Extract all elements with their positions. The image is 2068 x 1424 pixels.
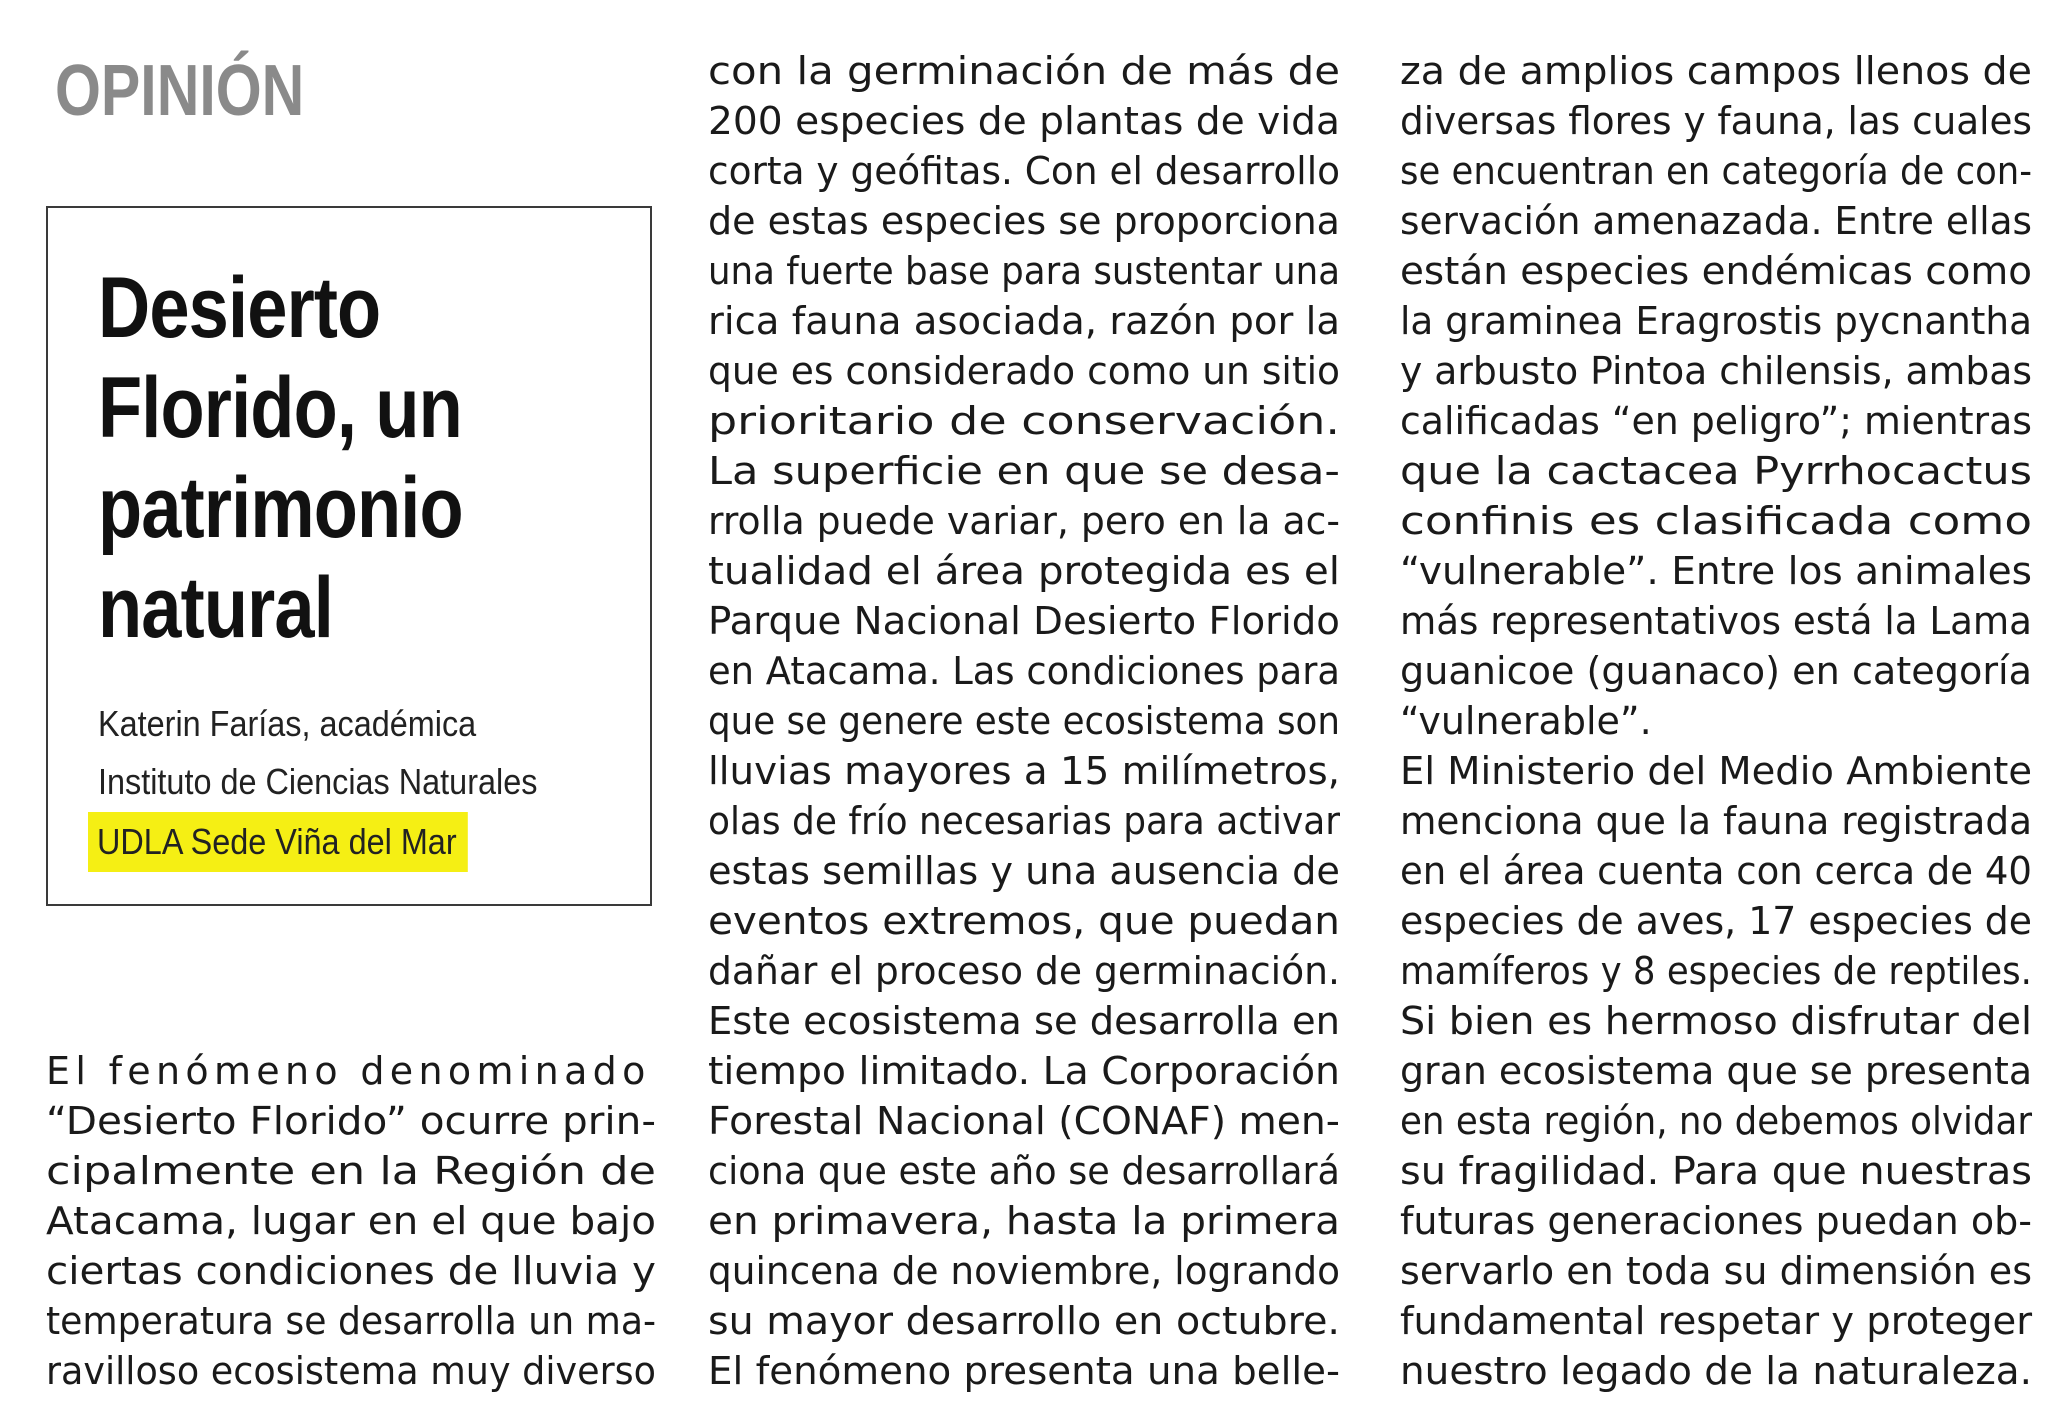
article-line-text: “Desierto Florido” ocurre prin- (46, 1099, 656, 1143)
article-line (1400, 346, 2032, 396)
headline-line: Florido, un (98, 360, 462, 456)
article-line-text: Forestal Nacional (CONAF) men- (708, 1099, 1340, 1143)
article-line-text: futuras generaciones puedan ob- (1400, 1199, 2033, 1243)
article-line (708, 1246, 1340, 1296)
article-line-text: ciertas condiciones de lluvia y (46, 1249, 656, 1293)
article-line-text: que la cactacea Pyrrhocactus (1400, 449, 2032, 493)
article-line-text: rica fauna asociada, razón por la (708, 299, 1340, 343)
article-line (708, 746, 1340, 796)
article-line-text: en el área cuenta con cerca de 40 (1400, 849, 2032, 893)
article-line (708, 596, 1340, 646)
article-line (708, 946, 1340, 996)
article-line (708, 346, 1340, 396)
article-line-text: en esta región, no debemos olvidar (1400, 1099, 2032, 1143)
article-line-text: especies de aves, 17 especies de (1400, 899, 2033, 943)
article-line-text: mamíferos y 8 especies de reptiles. (1400, 949, 2032, 993)
article-line-text: confinis es clasificada como (1400, 499, 2032, 543)
article-line (1400, 996, 2032, 1046)
title-box (46, 206, 652, 906)
article-line-text: la graminea Eragrostis pycnantha (1400, 299, 2032, 343)
article-line-text: 200 especies de plantas de vida (708, 99, 1341, 143)
article-line (708, 1196, 1340, 1246)
article-line (708, 996, 1340, 1046)
article-line-text: ciona que este año se desarrollará (708, 1149, 1340, 1193)
article-line (1400, 46, 2032, 96)
article-line-text: fundamental respetar y proteger (1400, 1299, 2033, 1343)
article-line (46, 1146, 656, 1196)
article-column-1 (46, 1046, 656, 1396)
article-line (708, 246, 1340, 296)
article-line-text: más representativos está la Lama (1400, 599, 2032, 643)
article-line (1400, 896, 2032, 946)
article-line (1400, 246, 2032, 296)
article-line (1400, 846, 2032, 896)
article-line-text: su fragilidad. Para que nuestras (1400, 1149, 2033, 1193)
article-line-text: ravilloso ecosistema muy diverso (46, 1349, 656, 1393)
article-line-text: su mayor desarrollo en octubre. (708, 1299, 1341, 1343)
article-line-text: “vulnerable”. Entre los animales (1400, 549, 2033, 593)
article-line (708, 1296, 1340, 1346)
article-line-text: de estas especies se proporciona (708, 199, 1340, 243)
byline-author: Katerin Farías, académica (98, 703, 477, 744)
article-line (708, 446, 1340, 496)
article-line-text: se encuentran en categoría de con- (1400, 149, 2033, 193)
article-line-text: que es considerado como un sitio (708, 349, 1340, 393)
article-line-text: servarlo en toda su dimensión es (1400, 1249, 2033, 1293)
article-line-text: El Ministerio del Medio Ambiente (1400, 749, 2033, 793)
article-line (1400, 446, 2032, 496)
article-line (46, 1046, 656, 1096)
article-line-text: y arbusto Pintoa chilensis, ambas (1400, 349, 2032, 393)
headline-line: Desierto (98, 260, 381, 356)
article-line-text: están especies endémicas como (1400, 249, 2033, 293)
article-line (708, 96, 1340, 146)
article-line (1400, 146, 2032, 196)
article-line-text: Parque Nacional Desierto Florido (708, 599, 1340, 643)
article-line (1400, 96, 2032, 146)
article-line (1400, 396, 2032, 446)
article-line (708, 896, 1340, 946)
article-line-text: calificadas “en peligro”; mientras (1400, 399, 2033, 443)
article-line (46, 1296, 656, 1346)
byline-institute: Instituto de Ciencias Naturales (98, 761, 538, 802)
article-line (1400, 696, 2032, 746)
article-line-text: tiempo limitado. La Corporación (708, 1049, 1341, 1093)
article-line-text: Este ecosistema se desarrolla en (708, 999, 1340, 1043)
article-line-text: estas semillas y una ausencia de (708, 849, 1340, 893)
article-line (708, 496, 1340, 546)
article-line-text: dañar el proceso de germinación. (708, 949, 1340, 993)
article-line-text: El fenómeno denominado (46, 1049, 651, 1093)
article-line (1400, 1296, 2032, 1346)
article-line-text: prioritario de conservación. (708, 399, 1341, 443)
headline (98, 258, 568, 658)
article-line (1400, 646, 2032, 696)
article-line-text: Si bien es hermoso disfrutar del (1400, 999, 2033, 1043)
article-line-text: en primavera, hasta la primera (708, 1199, 1341, 1243)
article-line (46, 1096, 656, 1146)
article-line (1400, 496, 2032, 546)
article-line-text: corta y geófitas. Con el desarrollo (708, 149, 1341, 193)
article-line-text: eventos extremos, que puedan (708, 899, 1341, 943)
article-line (1400, 196, 2032, 246)
article-line (708, 1346, 1340, 1396)
article-line-text: La superficie en que se desa- (708, 449, 1340, 493)
article-line-text: quincena de noviembre, logrando (708, 1249, 1340, 1293)
article-line (1400, 1146, 2032, 1196)
article-line (1400, 296, 2032, 346)
article-column-2 (708, 46, 1340, 1396)
article-line-text: olas de frío necesarias para activar (708, 799, 1340, 843)
article-line (708, 1096, 1340, 1146)
section-label: OPINIÓN (55, 51, 305, 131)
article-line-text: nuestro legado de la naturaleza. (1400, 1349, 2032, 1393)
article-line (708, 1146, 1340, 1196)
article-line (1400, 546, 2032, 596)
article-line-text: El fenómeno presenta una belle- (708, 1349, 1341, 1393)
article-line (708, 1046, 1340, 1096)
article-line-text: una fuerte base para sustentar una (708, 249, 1341, 293)
article-line (708, 396, 1340, 446)
article-line (708, 646, 1340, 696)
article-line-text: con la germinación de más de (708, 49, 1340, 93)
article-line (46, 1346, 656, 1396)
article-line-text: servación amenazada. Entre ellas (1400, 199, 2033, 243)
article-column-3 (1400, 46, 2032, 1396)
article-line-text: guanicoe (guanaco) en categoría (1400, 649, 2033, 693)
article-line (1400, 796, 2032, 846)
headline-line: patrimonio (98, 460, 463, 556)
article-line (708, 846, 1340, 896)
byline-campus-highlight: UDLA Sede Viña del Mar (88, 812, 467, 872)
article-line-text: cipalmente en la Región de (46, 1149, 657, 1193)
article-line-text: en Atacama. Las condiciones para (708, 649, 1341, 693)
article-line (1400, 1196, 2032, 1246)
article-line-text: za de amplios campos llenos de (1400, 49, 2032, 93)
article-line (708, 46, 1340, 96)
article-line (1400, 746, 2032, 796)
article-line (708, 146, 1340, 196)
article-line (1400, 1346, 2032, 1396)
article-line-text: menciona que la fauna registrada (1400, 799, 2033, 843)
article-line-text: “vulnerable”. (1400, 699, 1652, 743)
article-line-text: que se genere este ecosistema son (708, 699, 1341, 743)
article-line (708, 796, 1340, 846)
article-line-text: tualidad el área protegida es el (708, 549, 1340, 593)
article-line (46, 1246, 656, 1296)
article-line (1400, 596, 2032, 646)
article-line (708, 296, 1340, 346)
article-line (708, 696, 1340, 746)
article-line-text: temperatura se desarrolla un ma- (46, 1299, 657, 1343)
article-line (1400, 1096, 2032, 1146)
article-line-text: lluvias mayores a 15 milímetros, (708, 749, 1341, 793)
headline-line: natural (98, 560, 333, 656)
article-line (708, 546, 1340, 596)
article-line (1400, 1046, 2032, 1096)
article-line-text: diversas flores y fauna, las cuales (1400, 99, 2032, 143)
article-line (1400, 946, 2032, 996)
article-line (1400, 1246, 2032, 1296)
article-line-text: Atacama, lugar en el que bajo (46, 1199, 657, 1243)
article-line-text: gran ecosistema que se presenta (1400, 1049, 2033, 1093)
article-line-text: rrolla puede variar, pero en la ac- (708, 499, 1340, 543)
article-line (46, 1196, 656, 1246)
article-line (708, 196, 1340, 246)
